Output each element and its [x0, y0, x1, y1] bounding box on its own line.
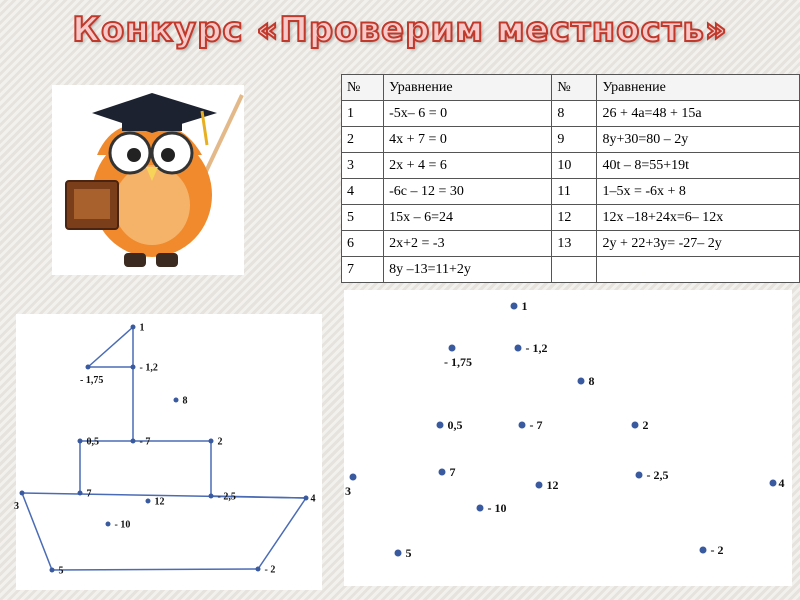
answer-map-svg [16, 314, 322, 590]
map-point-label: 7 [86, 488, 92, 500]
map-point [20, 491, 25, 496]
header-equation: Уравнение [384, 75, 552, 101]
map-point [477, 505, 484, 512]
task-map-svg [344, 290, 792, 586]
table-row [342, 205, 800, 231]
row-equation [597, 257, 800, 283]
map-point-label: 5 [405, 546, 412, 560]
answer-map-panel [16, 314, 322, 590]
row-number: 4 [342, 179, 384, 205]
row-number: 3 [342, 153, 384, 179]
map-point [536, 482, 543, 489]
map-point-label: 0,5 [86, 436, 99, 448]
map-point-label: - 10 [487, 501, 507, 515]
map-point-label: 12 [546, 478, 559, 492]
row-equation: 2у + 22+3у= -27– 2у [597, 231, 800, 257]
map-point-label: 3 [14, 501, 19, 512]
row-equation: 8у+30=80 – 2у [597, 127, 800, 153]
map-point-label: 2 [642, 418, 649, 432]
map-segment [52, 569, 258, 570]
map-point-label: - 1,75 [444, 355, 472, 369]
table-header-row [342, 75, 800, 101]
map-point [578, 378, 585, 385]
row-number: 13 [552, 231, 597, 257]
row-equation: 2х + 4 = 6 [384, 153, 552, 179]
row-equation: -5х– 6 = 0 [384, 101, 552, 127]
row-number: 1 [342, 101, 384, 127]
map-point-label: 8 [588, 374, 595, 388]
row-equation: 15х – 6=24 [384, 205, 552, 231]
row-number: 11 [552, 179, 597, 205]
map-point-label: - 7 [139, 436, 151, 448]
map-point-label: - 7 [529, 418, 543, 432]
map-point [106, 522, 111, 527]
map-point [78, 439, 83, 444]
table-row [342, 179, 800, 205]
header-equation: Уравнение [597, 75, 800, 101]
map-point [209, 439, 214, 444]
map-point [131, 365, 136, 370]
map-segment [22, 493, 52, 570]
map-point-label: 0,5 [447, 418, 463, 432]
map-point-label: - 2 [710, 543, 724, 557]
map-point [131, 325, 136, 330]
row-equation: 8у –13=11+2у [384, 257, 552, 283]
map-point-label: - 2,5 [646, 468, 669, 482]
map-point [209, 494, 214, 499]
page-title: Конкурс «Проверим местность» [72, 10, 728, 50]
map-point [78, 491, 83, 496]
table-row [342, 231, 800, 257]
map-segment [88, 327, 133, 367]
row-number [552, 257, 597, 283]
header-number: № [342, 75, 384, 101]
equations-table [341, 74, 800, 283]
map-point-label: - 2,5 [217, 491, 236, 503]
map-point [86, 365, 91, 370]
row-number: 2 [342, 127, 384, 153]
row-number: 7 [342, 257, 384, 283]
map-point-label: - 2 [264, 564, 276, 576]
map-point-label: 2 [217, 436, 223, 448]
row-number: 9 [552, 127, 597, 153]
map-point [350, 474, 357, 481]
table-row [342, 127, 800, 153]
row-equation: -6с – 12 = 30 [384, 179, 552, 205]
map-point [770, 480, 777, 487]
map-point [437, 422, 444, 429]
table-row [342, 257, 800, 283]
map-point [515, 345, 522, 352]
map-point [131, 439, 136, 444]
map-point-label: 12 [154, 496, 165, 508]
owl-teacher-illustration [52, 85, 244, 275]
map-segment [258, 498, 306, 569]
map-point-label: - 1,2 [139, 362, 158, 374]
map-point-label: - 10 [114, 519, 131, 531]
map-point [304, 496, 309, 501]
map-point [439, 469, 446, 476]
owl-icon [52, 85, 244, 275]
map-point [511, 303, 518, 310]
map-point-label: 1 [139, 322, 145, 334]
map-point-label: 1 [521, 299, 528, 313]
row-number: 12 [552, 205, 597, 231]
row-equation: 1–5х = -6х + 8 [597, 179, 800, 205]
row-equation: 2х+2 = -3 [384, 231, 552, 257]
row-equation: 40t – 8=55+19t [597, 153, 800, 179]
map-point-label: 7 [449, 465, 456, 479]
map-point-label: 3 [345, 484, 351, 498]
row-number: 10 [552, 153, 597, 179]
row-equation: 26 + 4a=48 + 15a [597, 101, 800, 127]
map-point [50, 568, 55, 573]
map-point [449, 345, 456, 352]
map-point [256, 567, 261, 572]
map-point-label: 4 [310, 493, 316, 505]
map-point-label: 8 [182, 395, 188, 407]
map-point [146, 499, 151, 504]
row-number: 8 [552, 101, 597, 127]
map-point [632, 422, 639, 429]
row-equation: 4х + 7 = 0 [384, 127, 552, 153]
map-point [700, 547, 707, 554]
task-map-panel [344, 290, 792, 586]
header-number: № [552, 75, 597, 101]
row-equation: 12х –18+24х=6– 12х [597, 205, 800, 231]
row-number: 6 [342, 231, 384, 257]
table-row [342, 101, 800, 127]
table-row [342, 153, 800, 179]
map-point-label: 5 [58, 565, 64, 577]
map-point [636, 472, 643, 479]
row-number: 5 [342, 205, 384, 231]
map-point-label: 4 [778, 476, 785, 490]
map-point-label: - 1,75 [80, 375, 104, 386]
map-point [395, 550, 402, 557]
map-point [519, 422, 526, 429]
map-point [174, 398, 179, 403]
map-point-label: - 1,2 [525, 341, 548, 355]
